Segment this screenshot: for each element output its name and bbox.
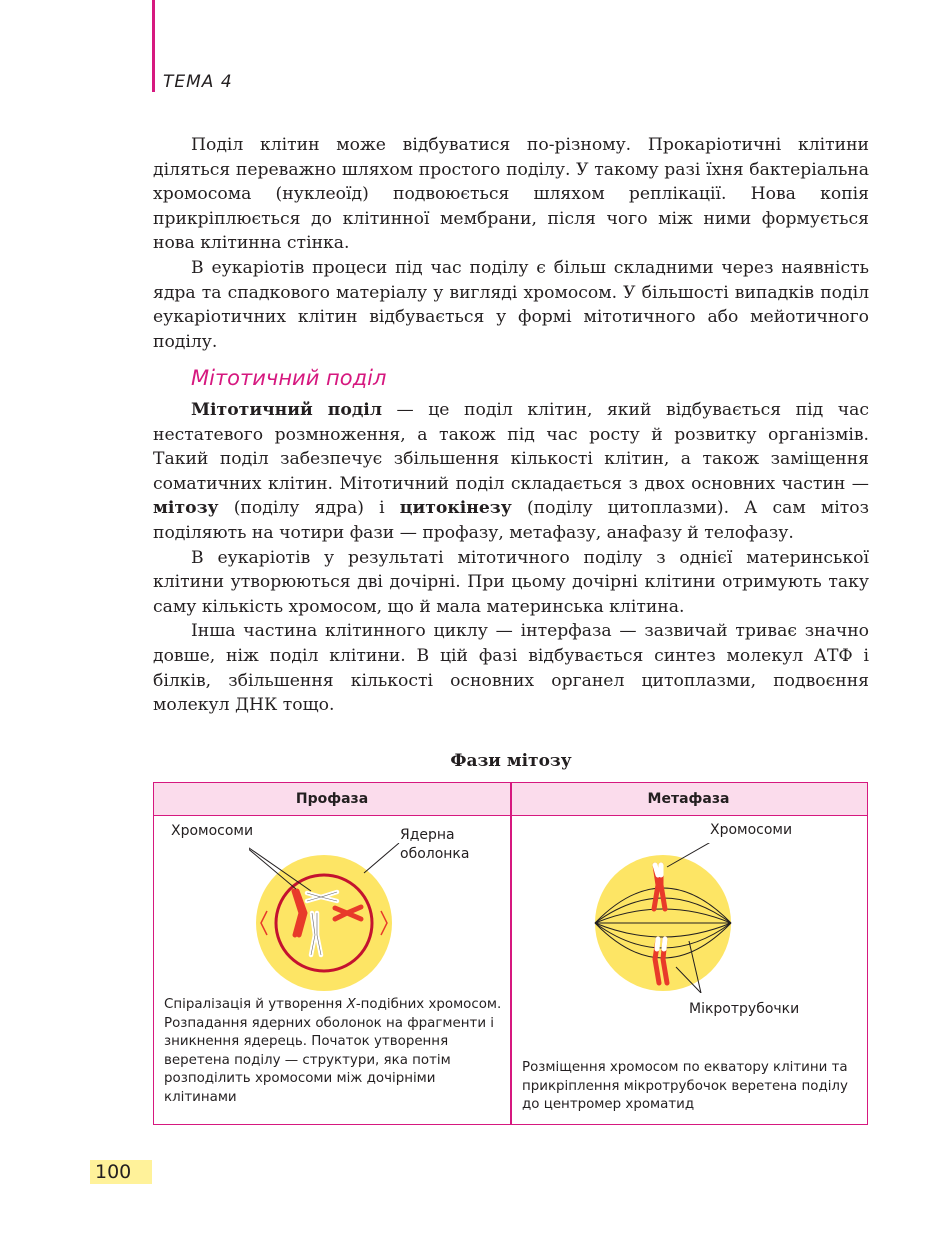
pointer-line-3 [364,843,399,873]
intro-paragraph-1: Поділ клітин може відбуватися по-різному. Прокаріотичні клітини діляться переважно шляхом простого поділу. У такому разі їхня бактеріальна хромосома (нуклеоїд) подвоюється шляхом реплікації. Нова копія прикріплюється до клітинної мембрани, після чого між ними формується нова клітинна стінка. [153,135,869,254]
header-prophase: Профаза [295,791,369,807]
metaphase-caption: Розміщення хромосом по екватору клітини та прикріплення мікротрубочок веретена поділу до центромер хроматид [522,1060,848,1113]
section-paragraph-2: В еукаріотів у результаті мітотичного поділу з однієї материнської клітини утворюються дві дочірні. При цьому дочірні клітини отримують таку саму кількість хромосом, що й мала материнська клітина. [153,547,869,617]
theme-label: ТЕМА 4 [163,72,233,92]
section-paragraph-3: Інша частина клітинного циклу — інтерфаза — зазвичай триває значно довше, ніж поділ клітини. В цій фазі відбувається синтез молекул АТФ і білків, збільшення кількості основних органел цитоплазми, подвоєння молекул ДНК тощо. [153,621,869,716]
prophase-label-envelope-2: оболонка [400,846,470,862]
section-paragraph-1: Мітотичний поділ — це поділ клітин, який відбувається під час нестатевого розмноження, а також під час росту й розвитку організмів. Такий поділ забезпечує збільшення кількості клітин, а також заміщення соматичних клітин. Мітотичний поділ складається з двох основних частин — мітозу (поділу ядра) і цитокінезу (поділу цитоплазми). А сам мітоз поділяють на чотири фази — профазу, метафазу, анафазу й телофазу. [153,400,869,543]
prophase-label-chromosomes: Хромосоми [171,823,254,839]
table-title: Фази мітозу [450,751,572,771]
intro-text [153,133,869,354]
section-title: Мітотичний поділ [191,366,387,390]
header-accent-bar [152,0,155,92]
term-mitosis: мітозу [153,498,219,519]
prophase-label-envelope-1: Ядерна [400,827,455,843]
prophase-illustration [249,843,409,993]
metaphase-label-microtubules: Мікротрубочки [689,1001,800,1017]
intro-paragraph-2: В еукаріотів процеси під час поділу є більш складними через наявність ядра та спадкового матеріалу у вигляді хромосом. У більшості випадків поділ еукаріотичних клітин відбувається у формі мітотичного або мейотичного поділу. [153,257,869,352]
prophase-caption: Спіралізація й утворення X-подібних хромосом. Розпадання ядерних оболонок на фрагменти і зникнення ядерець. Початок утворення веретена поділу — структури, яка потім розподілить хромосоми між дочірніми клітинами [164,997,502,1105]
mitosis-phases-table [153,782,868,1125]
term-mitotic-division: Мітотичний поділ [191,400,382,420]
page-number: 100 [90,1160,152,1184]
column-divider [510,783,512,1124]
section-text [153,398,869,718]
term-cytokinesis: цитокінезу [399,498,512,519]
metaphase-illustration [591,843,741,993]
header-metaphase: Метафаза [647,791,730,807]
metaphase-label-chromosomes: Хромосоми [710,822,793,838]
